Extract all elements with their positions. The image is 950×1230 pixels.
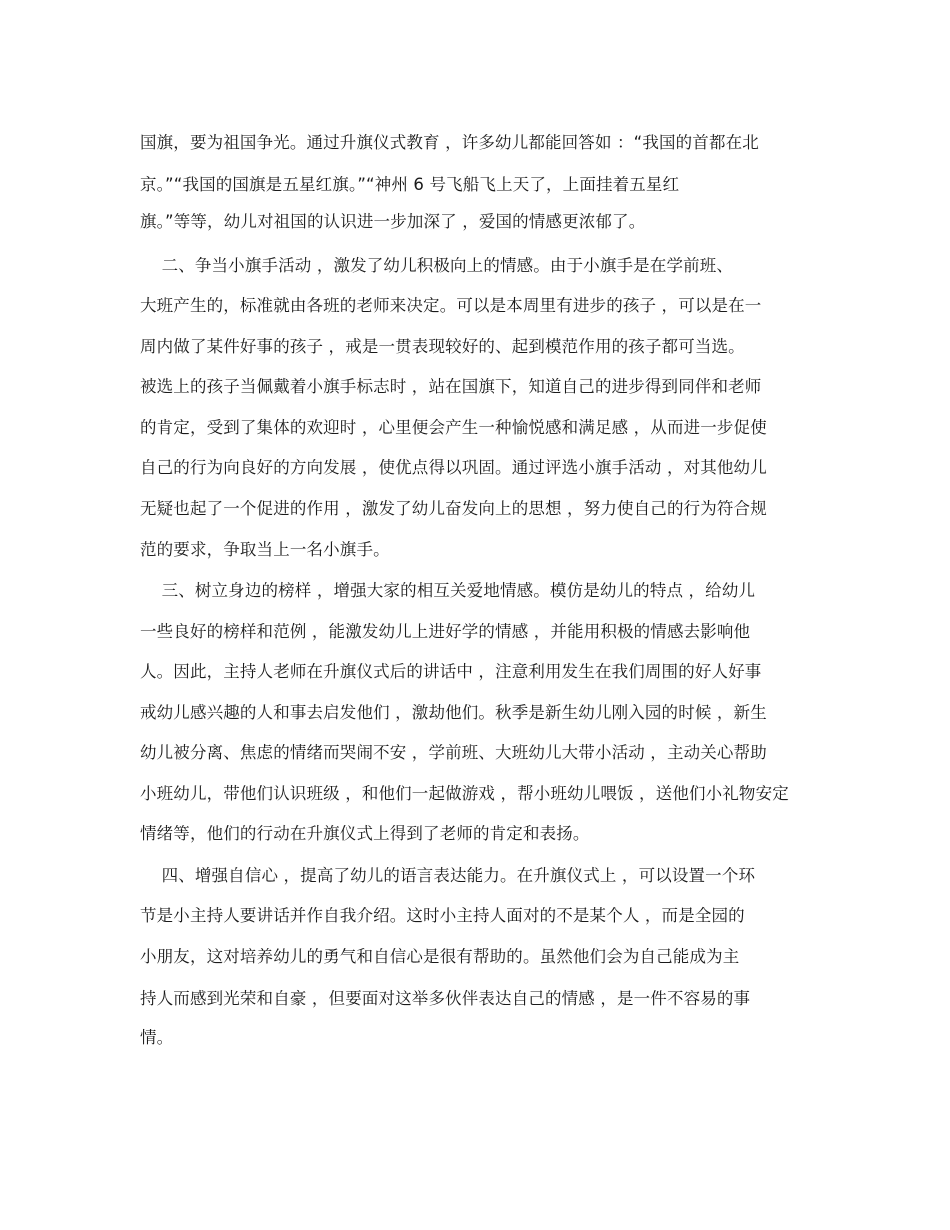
text-line: 周内做了某件好事的孩子 ，戒是一贯表现较好的、起到模范作用的孩子都可当选。	[140, 337, 745, 356]
text-line: 自己的行为向良好的方向发展 ，使优点得以巩固。通过评选小旗手活动 ，对其他幼儿	[140, 458, 767, 477]
text-line: 一些良好的榜样和范例 ，能激发幼儿上进好学的情感 ，并能用积极的情感去影响他	[140, 622, 751, 641]
text-line: 三、树立身边的榜样 ，增强大家的相互关爱地情感。模仿是幼儿的特点 ，给幼儿	[140, 581, 756, 600]
text-line: 人。因此，主持人老师在升旗仪式后的讲话中 ，注意利用发生在我们周围的好人好事	[140, 662, 762, 681]
text-line: 二、争当小旗手活动 ，激发了幼儿积极向上的情感。由于小旗手是在学前班、	[140, 256, 734, 275]
text-line: 无疑也起了一个促进的作用 ，激发了幼儿奋发向上的思想 ，努力使自己的行为符合规	[140, 499, 767, 518]
text-line: 的肯定，受到了集体的欢迎时 ，心里便会产生一种愉悦感和满足感 ，从而进一步促使	[140, 418, 767, 437]
text-line: 持人而感到光荣和自豪 ，但要面对这举多伙伴表达自己的情感 ，是一件不容易的事	[140, 989, 751, 1008]
text-line: 被选上的孩子当佩戴着小旗手标志时 ，站在国旗下，知道自己的进步得到同伴和老师	[140, 377, 762, 396]
text-line: 旗。”等等，幼儿对祖国的认识进一步加深了 ，爱国的情感更浓郁了。	[140, 212, 646, 231]
text-line: 范的要求，争取当上一名小旗手。	[140, 540, 390, 559]
text-line: 小朋友，这对培养幼儿的勇气和自信心是很有帮助的。虽然他们会为自己能成为主	[140, 947, 740, 966]
text-line: 四、增强自信心 ，提高了幼儿的语言表达能力。在升旗仪式上 ，可以设置一个环	[140, 866, 756, 885]
text-line: 节是小主持人要讲话并作自我介绍。这时小主持人面对的不是某个人 ，而是全园的	[140, 906, 745, 925]
text-line: 国旗，要为祖国争光。通过升旗仪式教育 ，许多幼儿都能回答如 ：“我国的首都在北	[140, 133, 759, 152]
text-line: 小班幼儿，带他们认识班级 ，和他们一起做游戏 ，帮小班幼儿喂饭 ，送他们小礼物安定	[140, 784, 789, 803]
text-line: 幼儿被分离、焦虑的情绪而哭闹不安 ，学前班、大班幼儿大带小活动 ，主动关心帮助	[140, 743, 767, 762]
text-line: 京。”“我国的国旗是五星红旗。”“神州 6 号飞船飞上天了，上面挂着五星红	[140, 175, 680, 194]
text-line: 戒幼儿感兴趣的人和事去启发他们 ，激劫他们。秋季是新生幼儿刚入园的时候 ，新生	[140, 703, 767, 722]
text-line: 情。	[140, 1028, 174, 1047]
text-line: 大班产生的，标准就由各班的老师来决定。可以是本周里有进步的孩子 ，可以是在一	[140, 296, 762, 315]
text-line: 情绪等，他们的行动在升旗仪式上得到了老师的肯定和表扬。	[140, 824, 590, 843]
